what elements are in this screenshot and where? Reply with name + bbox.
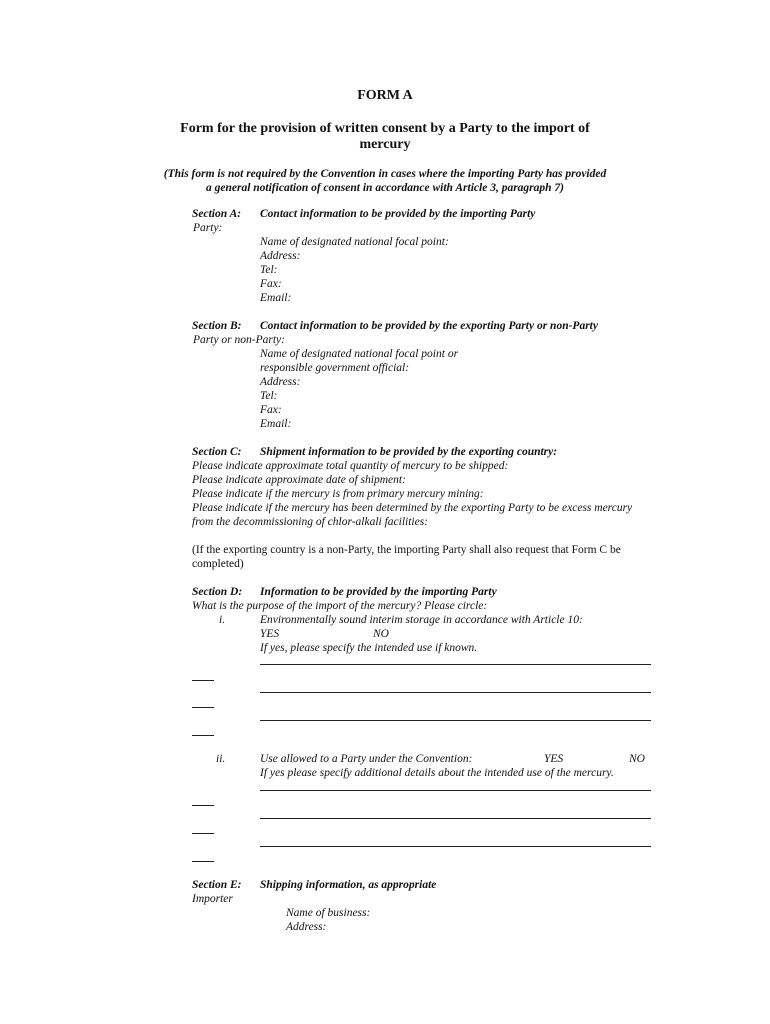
answer-line-stub <box>192 680 214 681</box>
section-a-field: Tel: <box>260 264 278 276</box>
section-d-item1-number: i. <box>219 614 226 626</box>
section-b-field: Tel: <box>260 390 278 402</box>
section-d-item1-text: Environmentally sound interim storage in accordance with Article 10: <box>260 614 583 626</box>
section-b-party: Party or non-Party: <box>193 334 285 346</box>
section-c-label: Section C: <box>192 446 242 458</box>
section-a-party: Party: <box>193 222 223 234</box>
section-e-field: Name of business: <box>286 907 371 919</box>
section-d-question: What is the purpose of the import of the mercury? Please circle: <box>192 600 488 612</box>
section-b-heading: Contact information to be provided by the exporting Party or non-Party <box>260 320 598 332</box>
answer-line-stub <box>192 735 214 736</box>
section-d-heading: Information to be provided by the importing Party <box>260 586 497 598</box>
answer-line-stub <box>192 707 214 708</box>
form-title: FORM A <box>357 88 413 103</box>
section-b-field: Fax: <box>260 404 282 416</box>
answer-line[interactable] <box>260 818 651 819</box>
section-c-nonparty-line1: (If the exporting country is a non-Party, the importing Party shall also request that Form C be <box>192 544 621 556</box>
answer-line[interactable] <box>260 790 651 791</box>
form-note-line1: (This form is not required by the Convention in cases where the importing Party has provided <box>163 168 607 180</box>
section-c-line: from the decommissioning of chlor-alkali facilities: <box>192 516 429 528</box>
section-d-item2-number: ii. <box>216 753 226 765</box>
section-a-field: Name of designated national focal point: <box>260 236 449 248</box>
section-a-field: Address: <box>260 250 301 262</box>
section-b-field: Address: <box>260 376 301 388</box>
section-d-item2-no: NO <box>629 753 645 765</box>
section-a-heading: Contact information to be provided by the importing Party <box>260 208 536 220</box>
section-d-item1-specify: If yes, please specify the intended use if known. <box>260 642 478 654</box>
section-c-line: Please indicate if the mercury is from primary mercury mining: <box>192 488 484 500</box>
answer-line-stub <box>192 861 214 862</box>
section-d-item2-specify: If yes please specify additional details about the intended use of the mercury. <box>260 767 614 779</box>
section-a-field: Email: <box>260 292 292 304</box>
answer-line[interactable] <box>260 664 651 665</box>
answer-line-stub <box>192 805 214 806</box>
section-d-item2-text: Use allowed to a Party under the Convention: <box>260 753 473 765</box>
section-c-nonparty-line2: completed) <box>192 558 244 570</box>
form-note-line2: a general notification of consent in accordance with Article 3, paragraph 7) <box>206 182 564 194</box>
answer-line[interactable] <box>260 846 651 847</box>
section-e-importer: Importer <box>192 893 233 905</box>
form-subtitle-line1: Form for the provision of written consent by a Party to the import of <box>180 121 590 136</box>
section-c-heading: Shipment information to be provided by the exporting country: <box>260 446 558 458</box>
answer-line-stub <box>192 833 214 834</box>
section-a-label: Section A: <box>192 208 242 220</box>
section-a-field: Fax: <box>260 278 282 290</box>
section-b-label: Section B: <box>192 320 242 332</box>
section-d-item1-no: NO <box>373 628 389 640</box>
section-d-item2-yes: YES <box>544 753 564 765</box>
section-d-item1-yes: YES <box>260 628 280 640</box>
section-c-line: Please indicate approximate total quantity of mercury to be shipped: <box>192 460 509 472</box>
section-c-line: Please indicate approximate date of shipment: <box>192 474 406 486</box>
section-d-label: Section D: <box>192 586 243 598</box>
section-e-field: Address: <box>286 921 327 933</box>
section-b-field: Email: <box>260 418 292 430</box>
section-b-field: Name of designated national focal point or <box>260 348 459 360</box>
section-b-field: responsible government official: <box>260 362 410 374</box>
section-e-heading: Shipping information, as appropriate <box>260 879 437 891</box>
section-c-line: Please indicate if the mercury has been determined by the exporting Party to be excess mercury <box>192 502 633 514</box>
section-e-label: Section E: <box>192 879 242 891</box>
answer-line[interactable] <box>260 720 651 721</box>
answer-line[interactable] <box>260 692 651 693</box>
form-subtitle-line2: mercury <box>359 137 411 152</box>
